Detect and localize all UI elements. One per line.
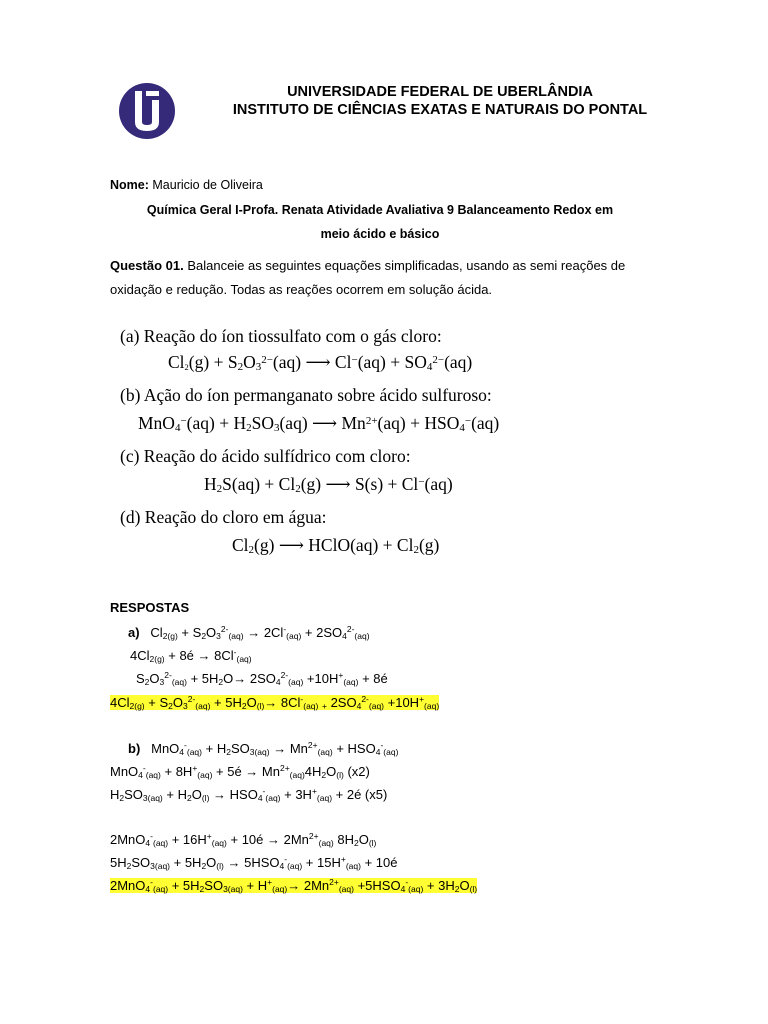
answers-heading: RESPOSTAS — [110, 600, 190, 615]
answer-b-oxidation: $H_2SO_{3(aq)} + H_2O_{(l)} \to HSO_4^-_{(aq)} + 3H^+_{(aq)}$ + 2é (x5) — [110, 786, 388, 803]
institute-name: INSTITUTO DE CIÊNCIAS EXATAS E NATURAIS DO PONTAL — [232, 102, 648, 118]
answer-b-reduction-multiplied: $2MnO_4^-_{(aq)} + 16H^+_{(aq)}$ + 10é → $2Mn^{2+}_{(aq)}$ $8H_2O_{(l)}$ — [110, 831, 377, 848]
student-line — [110, 178, 263, 192]
answer-b-label: b) — [128, 741, 141, 756]
reaction-c-title: (c) Reação do ácido sulfídrico com cloro: — [120, 446, 411, 466]
answer-a-reduction: $4Cl_{2(g)}$ + 8é → $8Cl^-_{(aq)}$ — [130, 647, 252, 664]
question-paragraph — [110, 254, 670, 302]
reaction-d-equation: $Cl_2(g)$ ⟶ HClO(aq) + $Cl_2(g)$ — [232, 535, 440, 556]
answer-a-oxidation: $S_2O_3^{2-}_{(aq)} + 5H_2O\to 2SO_4^{2-}_{(aq)} +10H^+_{(aq)}$ + 8é — [136, 670, 388, 687]
student-name: Mauricio de Oliveira — [152, 178, 263, 192]
question-label: Questão 01. — [110, 258, 184, 273]
student-label: Nome: — [110, 178, 149, 192]
reaction-d-title: (d) Reação do cloro em água: — [120, 507, 327, 527]
answer-b-balanced: $2MnO_4^-_{(aq)} + 5H_2SO_{3(aq)} + H^+_{(aq)}\to 2Mn^{2+}_{(aq)} +5HSO_4^-_{(aq)} + 3H_2O_{(l)}$ — [110, 877, 478, 894]
answer-a-label: a) — [128, 625, 140, 640]
reaction-b-equation: $MnO_4^-(aq) + H_2SO_3(aq)$ ⟶ $Mn^{2+}(aq) + HSO_4^-(aq)$ — [138, 413, 500, 434]
university-name: UNIVERSIDADE FEDERAL DE UBERLÂNDIA — [287, 84, 593, 100]
university-logo — [118, 82, 176, 140]
question-text: Balanceie as seguintes equações simplificadas, usando as semi reações de oxidação e redução. Todas as reações ocorrem em solução ácida. — [110, 258, 626, 297]
answer-a-equation: a) $Cl_{2(g)} + S_2O_3^{2-}_{(aq)} \to 2Cl^-_{(aq)} + 2SO_4^{2-}_{(aq)}$ — [128, 624, 370, 641]
reaction-a-title: (a) Reação do íon tiossulfato com o gás cloro: — [120, 326, 442, 346]
answer-b-reduction: $MnO_4^-_{(aq)} + 8H^+_{(aq)}$ + 5é → $Mn^{2+}_{(aq)}4H_2O_{(l)}$ (x2) — [110, 763, 370, 780]
answer-b-oxidation-multiplied: $5H_2SO_{3(aq)} + 5H_2O_{(l)} \to 5HSO_4^-_{(aq)} + 15H^+_{(aq)}$ + 10é — [110, 854, 398, 871]
answer-a-balanced: $4Cl_{2(g)} + S_2O_3^{2-}_{(aq)} + 5H_2O_{(l)}\to 8Cl^-_{(aq)}$ $_+$ $2SO_4^{2-}_{(aq)} +10H^+_{(aq)}$ — [110, 694, 440, 711]
reaction-b-title: (b) Ação do íon permanganato sobre ácido sulfuroso: — [120, 385, 492, 405]
course-title-line-1: Química Geral I-Profa. Renata Atividade Avaliativa 9 Balanceamento Redox em — [146, 203, 614, 217]
reaction-a-equation: $Cl_2(g) + S_2O_3^{2-}(aq)$ ⟶ $Cl^-(aq) + SO_4^{2-}(aq)$ — [168, 352, 473, 373]
reaction-c-equation: $H_2S(aq) + Cl_2(g)$ ⟶ S(s) + Cl−(aq) — [204, 474, 453, 495]
answer-b-equation: b) $MnO_4^-_{(aq)} + H_2SO_{3(aq)} \to Mn^{2+}_{(aq)} + HSO_4^-_{(aq)}$ — [128, 740, 399, 757]
course-title-line-2: meio ácido e básico — [320, 227, 440, 241]
